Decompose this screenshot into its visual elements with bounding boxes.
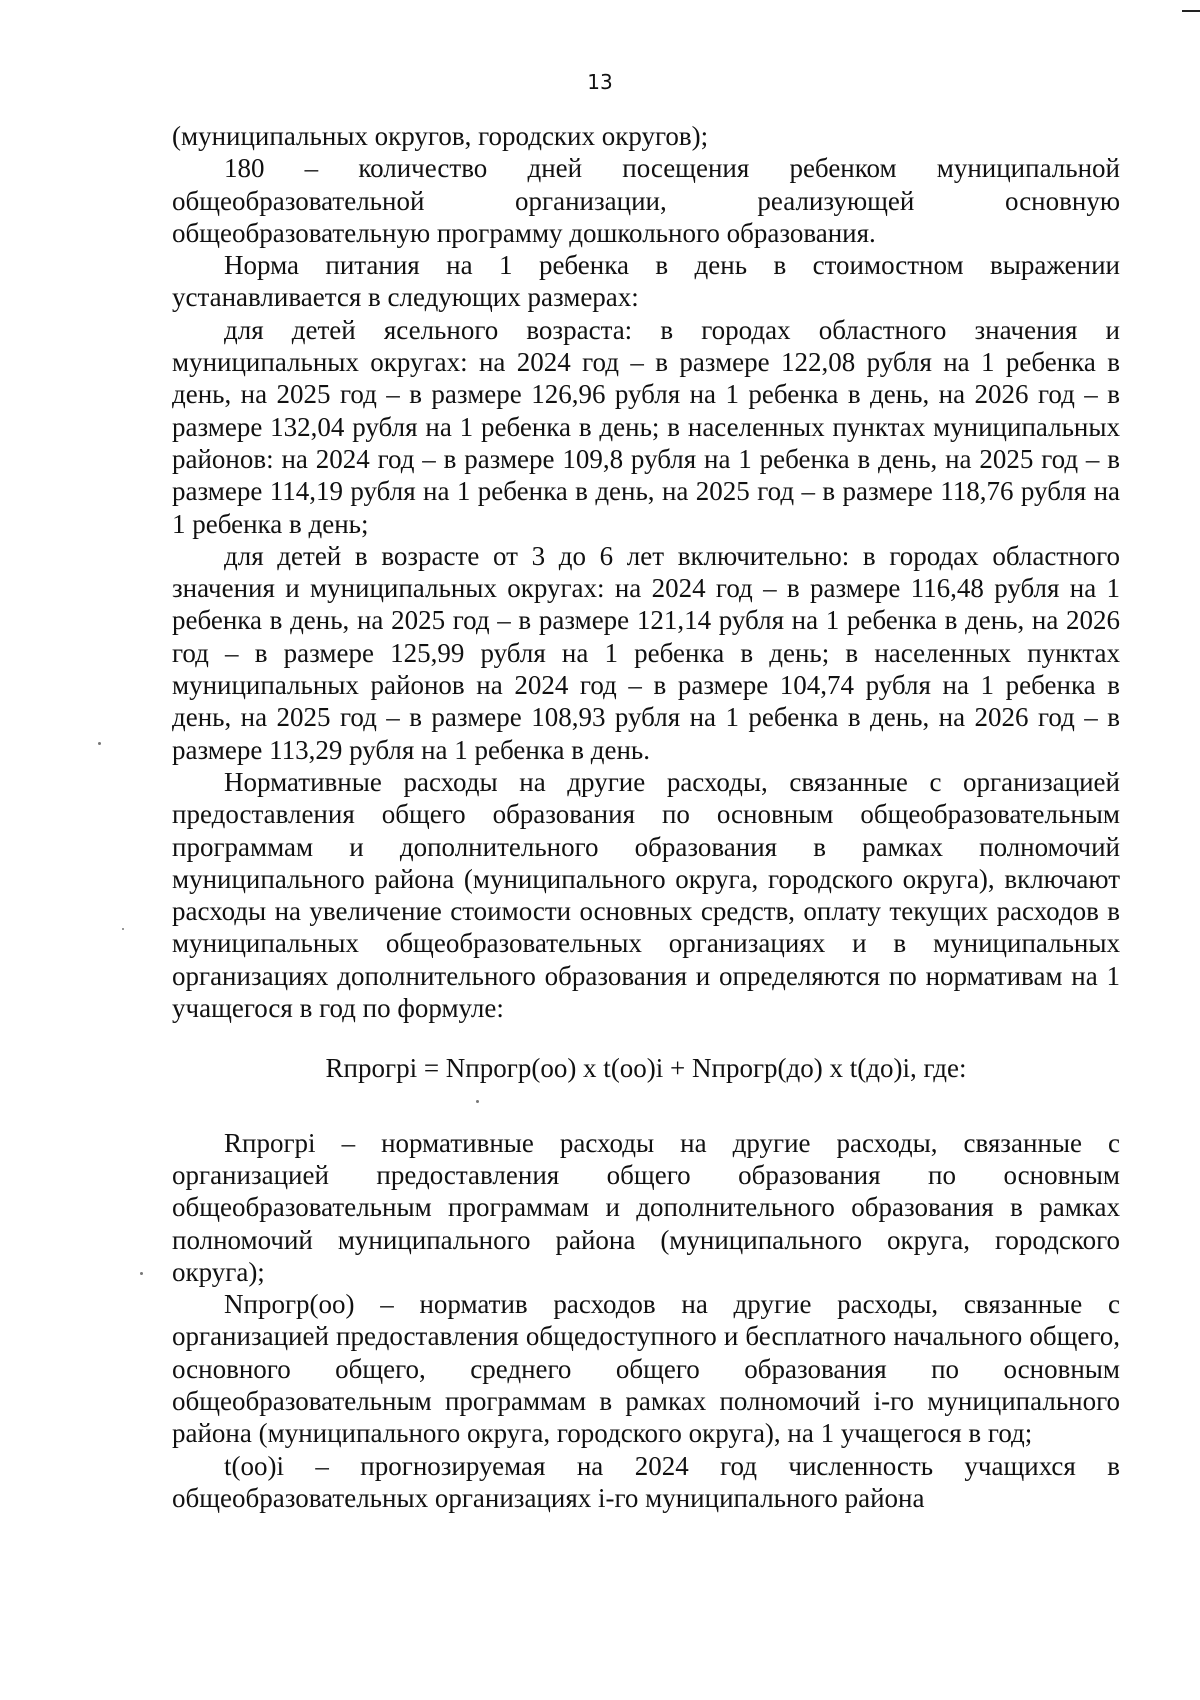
scan-edge-mark — [1182, 10, 1200, 12]
page-number: 13 — [587, 70, 613, 94]
scan-speck — [122, 928, 124, 930]
scan-speck — [140, 1272, 143, 1275]
paragraph-rprogr-definition: Rпрогрi – нормативные расходы на другие расходы, связанные с организацией предоставления общего образования по основным общеобразовательным программам и дополнительного образования в рамках полномочий муниципального района (муниципального округа, городского округа); — [172, 1127, 1120, 1287]
paragraph-nprogr-definition: Nпрогр(оо) – норматив расходов на другие расходы, связанные с организацией предоставления общедоступного и бесплатного начального общего, основного общего, среднего общего образования по основным общеобразовательным программам в рамках полномочий i-го муниципального района (муниципального округа, городского округа), на 1 учащегося в год; — [172, 1289, 1120, 1449]
paragraph-nursery-age: для детей ясельного возраста: в городах областного значения и муниципальных округах: на 2024 год – в размере 122,08 рубля на 1 ребенка в день, на 2025 год – в размере 126,96 рубля на 1 ребенка в день, на 2026 год – в размере 132,04 рубля на 1 ребенка в день; в населенных пунктах муниципальных районов: на 2024 год – в размере 109,8 рубля на 1 ребенка в день, на 2025 год – в размере 114,19 рубля на 1 ребенка в день, на 2025 год – в размере 118,76 рубля на 1 ребенка в день; — [172, 314, 1120, 539]
scan-speck — [476, 1100, 479, 1103]
scan-speck — [98, 742, 101, 745]
paragraph-t-definition: t(оо)i – прогнозируемая на 2024 год численность учащихся в общеобразовательных организациях i-го муниципального района — [172, 1450, 1120, 1513]
paragraph-normative-expenses: Нормативные расходы на другие расходы, связанные с организацией предоставления общего образования по основным общеобразовательным программам и дополнительного образования в рамках полномочий муниципального района (муниципального округа, городского округа), включают расходы на увеличение стоимости основных средств, оплату текущих расходов в муниципальных общеобразовательных организациях и в муниципальных организациях дополнительного образования и определяются по нормативам на 1 учащегося в год по формуле: — [172, 766, 1120, 1024]
paragraph-180-days: 180 – количество дней посещения ребенком муниципальной общеобразовательной организации, реализующей основную общеобразовательную программу дошкольного образования. — [172, 153, 1120, 248]
paragraph-food-norm: Норма питания на 1 ребенка в день в стоимостном выражении устанавливается в следующих размерах: — [172, 250, 1120, 313]
formula: Rпрогрi = Nпрогр(оо) x t(оо)i + Nпрогр(до) x t(до)i, где: — [325, 1053, 967, 1084]
paragraph-age-3-6: для детей в возрасте от 3 до 6 лет включительно: в городах областного значения и муниципальных округах: на 2024 год – в размере 116,48 рубля на 1 ребенка в день, на 2025 год – в размере 121,14 рубля на 1 ребенка в день, на 2026 год – в размере 125,99 рубля на 1 ребенка в день; в населенных пунктах муниципальных районов на 2024 год – в размере 104,74 рубля на 1 ребенка в день, на 2025 год – в размере 108,93 рубля на 1 ребенка в день, на 2026 год – в размере 113,29 рубля на 1 ребенка в день. — [172, 540, 1120, 765]
document-body — [172, 120, 1120, 1514]
paragraph-continuation: (муниципальных округов, городских округов); — [172, 121, 709, 151]
